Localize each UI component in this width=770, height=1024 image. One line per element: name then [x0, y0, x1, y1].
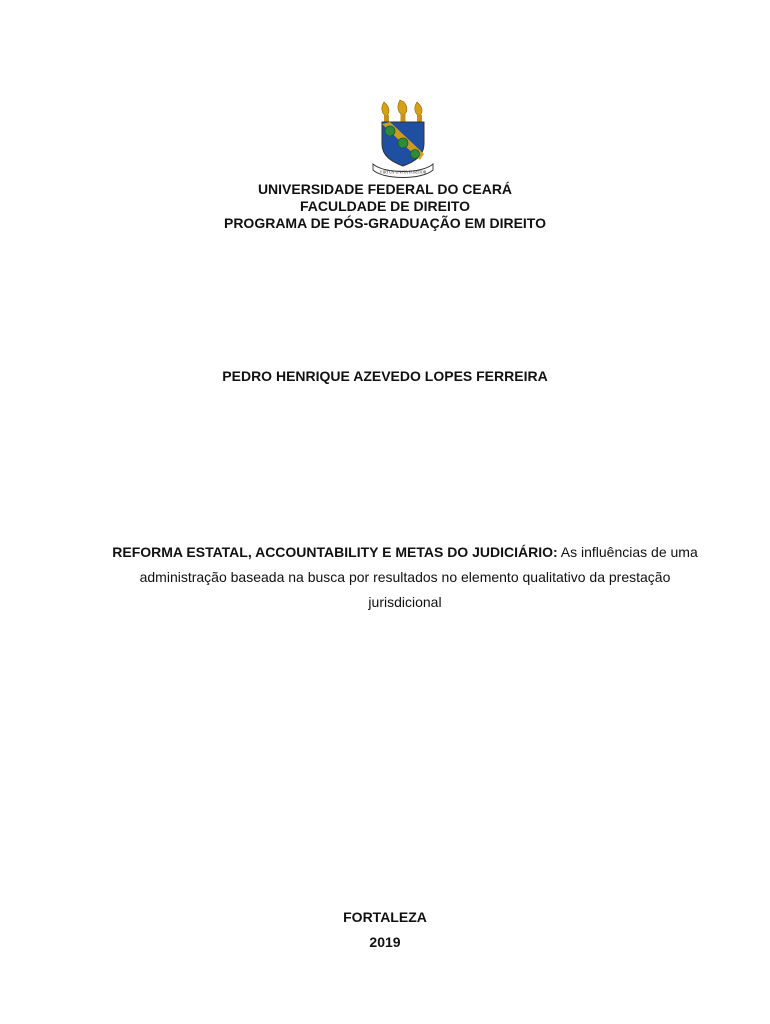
year: 2019	[369, 934, 401, 950]
faculty-name: FACULDADE DE DIREITO	[299, 198, 471, 214]
city: FORTALEZA	[343, 909, 427, 925]
thesis-title-main: REFORMA ESTATAL, ACCOUNTABILITY E METAS DO JUDICIÁRIO:	[112, 544, 558, 560]
institution-header	[0, 181, 770, 232]
university-name: UNIVERSIDADE FEDERAL DO CEARÁ	[257, 181, 513, 197]
thesis-subtitle: As influências de uma administração baseada na busca por resultados no elemento qualitativo da prestação jurisdicional	[139, 544, 698, 610]
crest-motto: VIRTUS UNITA FORTIOR	[379, 169, 427, 175]
place-and-year	[0, 905, 770, 955]
thesis-title	[110, 540, 700, 615]
author-name: PEDRO HENRIQUE AZEVEDO LOPES FERREIRA	[222, 368, 548, 384]
program-name: PROGRAMA DE PÓS-GRADUAÇÃO EM DIREITO	[223, 215, 546, 231]
torch-flames	[382, 100, 422, 122]
university-crest-icon	[370, 98, 436, 182]
